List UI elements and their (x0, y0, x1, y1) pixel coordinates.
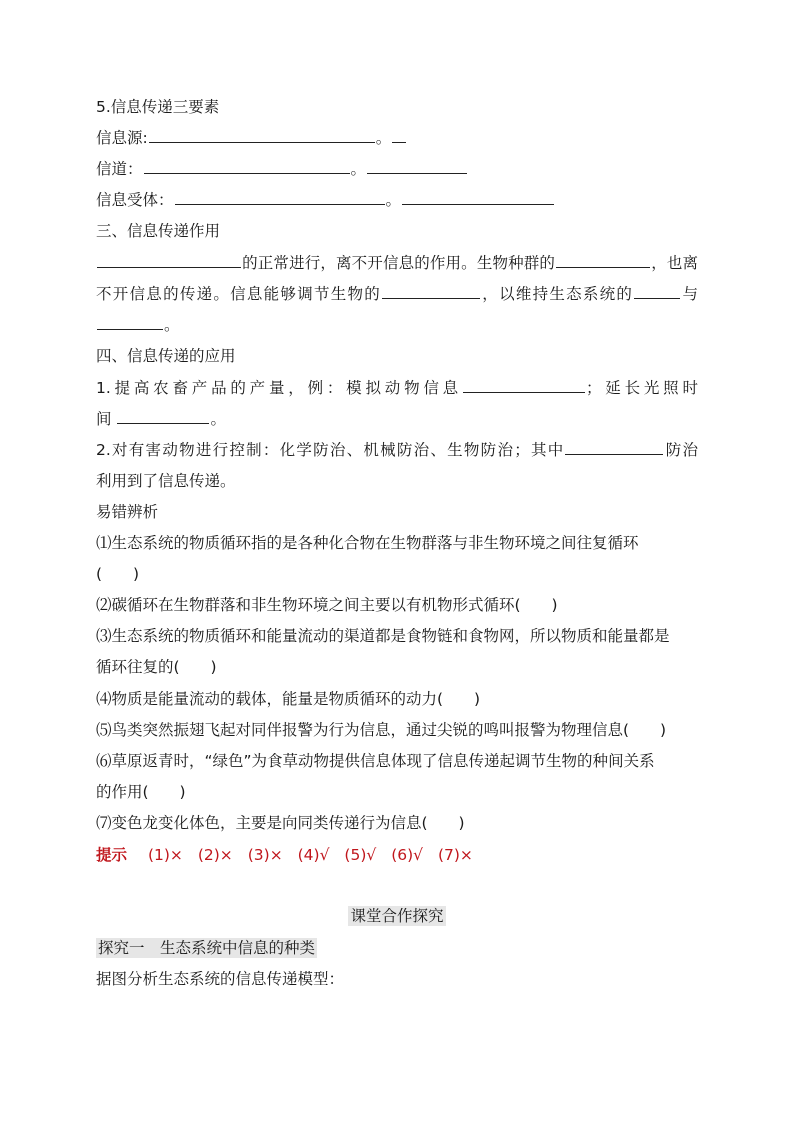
section-3-title: 三、信息传递作用 (96, 222, 221, 240)
channel-blank[interactable] (144, 158, 350, 174)
receiver-label: 信息受体： (96, 191, 174, 209)
explore-intro: 据图分析生态系统的信息传递模型： (96, 970, 345, 988)
explore-title: 探究一 生态系统中信息的种类 (98, 939, 316, 957)
section-3-para-line1: 的正常进行，离不开信息的作用。生物种群的 ，也离 (96, 252, 698, 274)
receiver-extra-blank[interactable] (402, 189, 554, 205)
error-question-3-cont: 循环往复的( ) (96, 658, 217, 676)
hint-label: 提示 (96, 846, 128, 864)
error-question-1: ⑴生态系统的物质循环指的是各种化合物在生物群落与非生物环境之间往复循环 (96, 534, 639, 552)
channel-extra-blank[interactable] (367, 158, 467, 174)
section-4-title: 四、信息传递的应用 (96, 347, 236, 365)
error-question-2: ⑵碳循环在生物群落和非生物环境之间主要以有机物形式循环( ) (96, 596, 558, 614)
error-question-3: ⑶生态系统的物质循环和能量流动的渠道都是食物链和食物网，所以物质和能量都是 (96, 627, 670, 645)
blank-population[interactable] (556, 252, 650, 268)
error-section-title: 易错辨析 (96, 503, 159, 521)
channel-label: 信道： (96, 160, 143, 178)
error-question-6-cont: 的作用( ) (96, 783, 186, 801)
hint-answer-4: (4)√ (297, 846, 330, 864)
blank-life-activity[interactable] (97, 252, 241, 268)
section-5-title: 5.信息传递三要素 (96, 98, 220, 116)
receiver-blank[interactable] (175, 189, 385, 205)
info-source-extra-blank[interactable] (392, 127, 406, 143)
blank-light-duration[interactable] (117, 408, 209, 424)
application-item-1-line2: 间 。 (96, 410, 226, 428)
blank-stability-2[interactable] (97, 314, 163, 330)
error-question-6: ⑹草原返青时，“绿色”为食草动物提供信息体现了信息传递起调节生物的种间关系 (96, 752, 655, 770)
info-source-row: 信息源: 。 (96, 127, 698, 149)
explore-heading: 课堂合作探究 (350, 907, 444, 925)
blank-simulate-signal[interactable] (463, 377, 585, 393)
info-source-blank[interactable] (149, 127, 375, 143)
error-question-5: ⑸鸟类突然振翅飞起对同伴报警为行为信息，通过尖锐的鸣叫报警为物理信息( ) (96, 721, 667, 739)
hint-answer-5: (5)√ (344, 846, 377, 864)
application-item-2-line1: 2.对有害动物进行控制：化学防治、机械防治、生物防治；其中 防治 (96, 441, 698, 459)
hint-answer-6: (6)√ (391, 846, 424, 864)
blank-stability-1[interactable] (634, 283, 680, 299)
info-source-label: 信息源: (96, 129, 148, 147)
hint-answer-2: (2)× (197, 846, 233, 864)
hint-answers (96, 844, 698, 866)
application-item-2-line2: 利用到了信息传递。 (96, 472, 236, 490)
application-item-1-line1: 1.提高农畜产品的产量，例：模拟动物信息 ；延长光照时 (96, 379, 698, 397)
error-question-1-answer[interactable]: ( ) (96, 565, 140, 583)
receiver-row: 信息受体： 。 (96, 189, 698, 211)
blank-interspecific[interactable] (382, 283, 480, 299)
channel-row: 信道： 。 (96, 158, 698, 180)
hint-answer-1: (1)× (147, 846, 183, 864)
blank-biological-control[interactable] (565, 439, 663, 455)
hint-answer-7: (7)× (437, 846, 473, 864)
section-3-para-line3: 。 (96, 314, 698, 336)
hint-answer-3: (3)× (247, 846, 283, 864)
error-question-4: ⑷物质是能量流动的载体，能量是物质循环的动力( ) (96, 690, 481, 708)
section-3-para-line2: 不开信息的传递。信息能够调节生物的 ，以维持生态系统的 与 (96, 285, 698, 303)
error-question-7: ⑺变色龙变化体色，主要是向同类传递行为信息( ) (96, 814, 465, 832)
